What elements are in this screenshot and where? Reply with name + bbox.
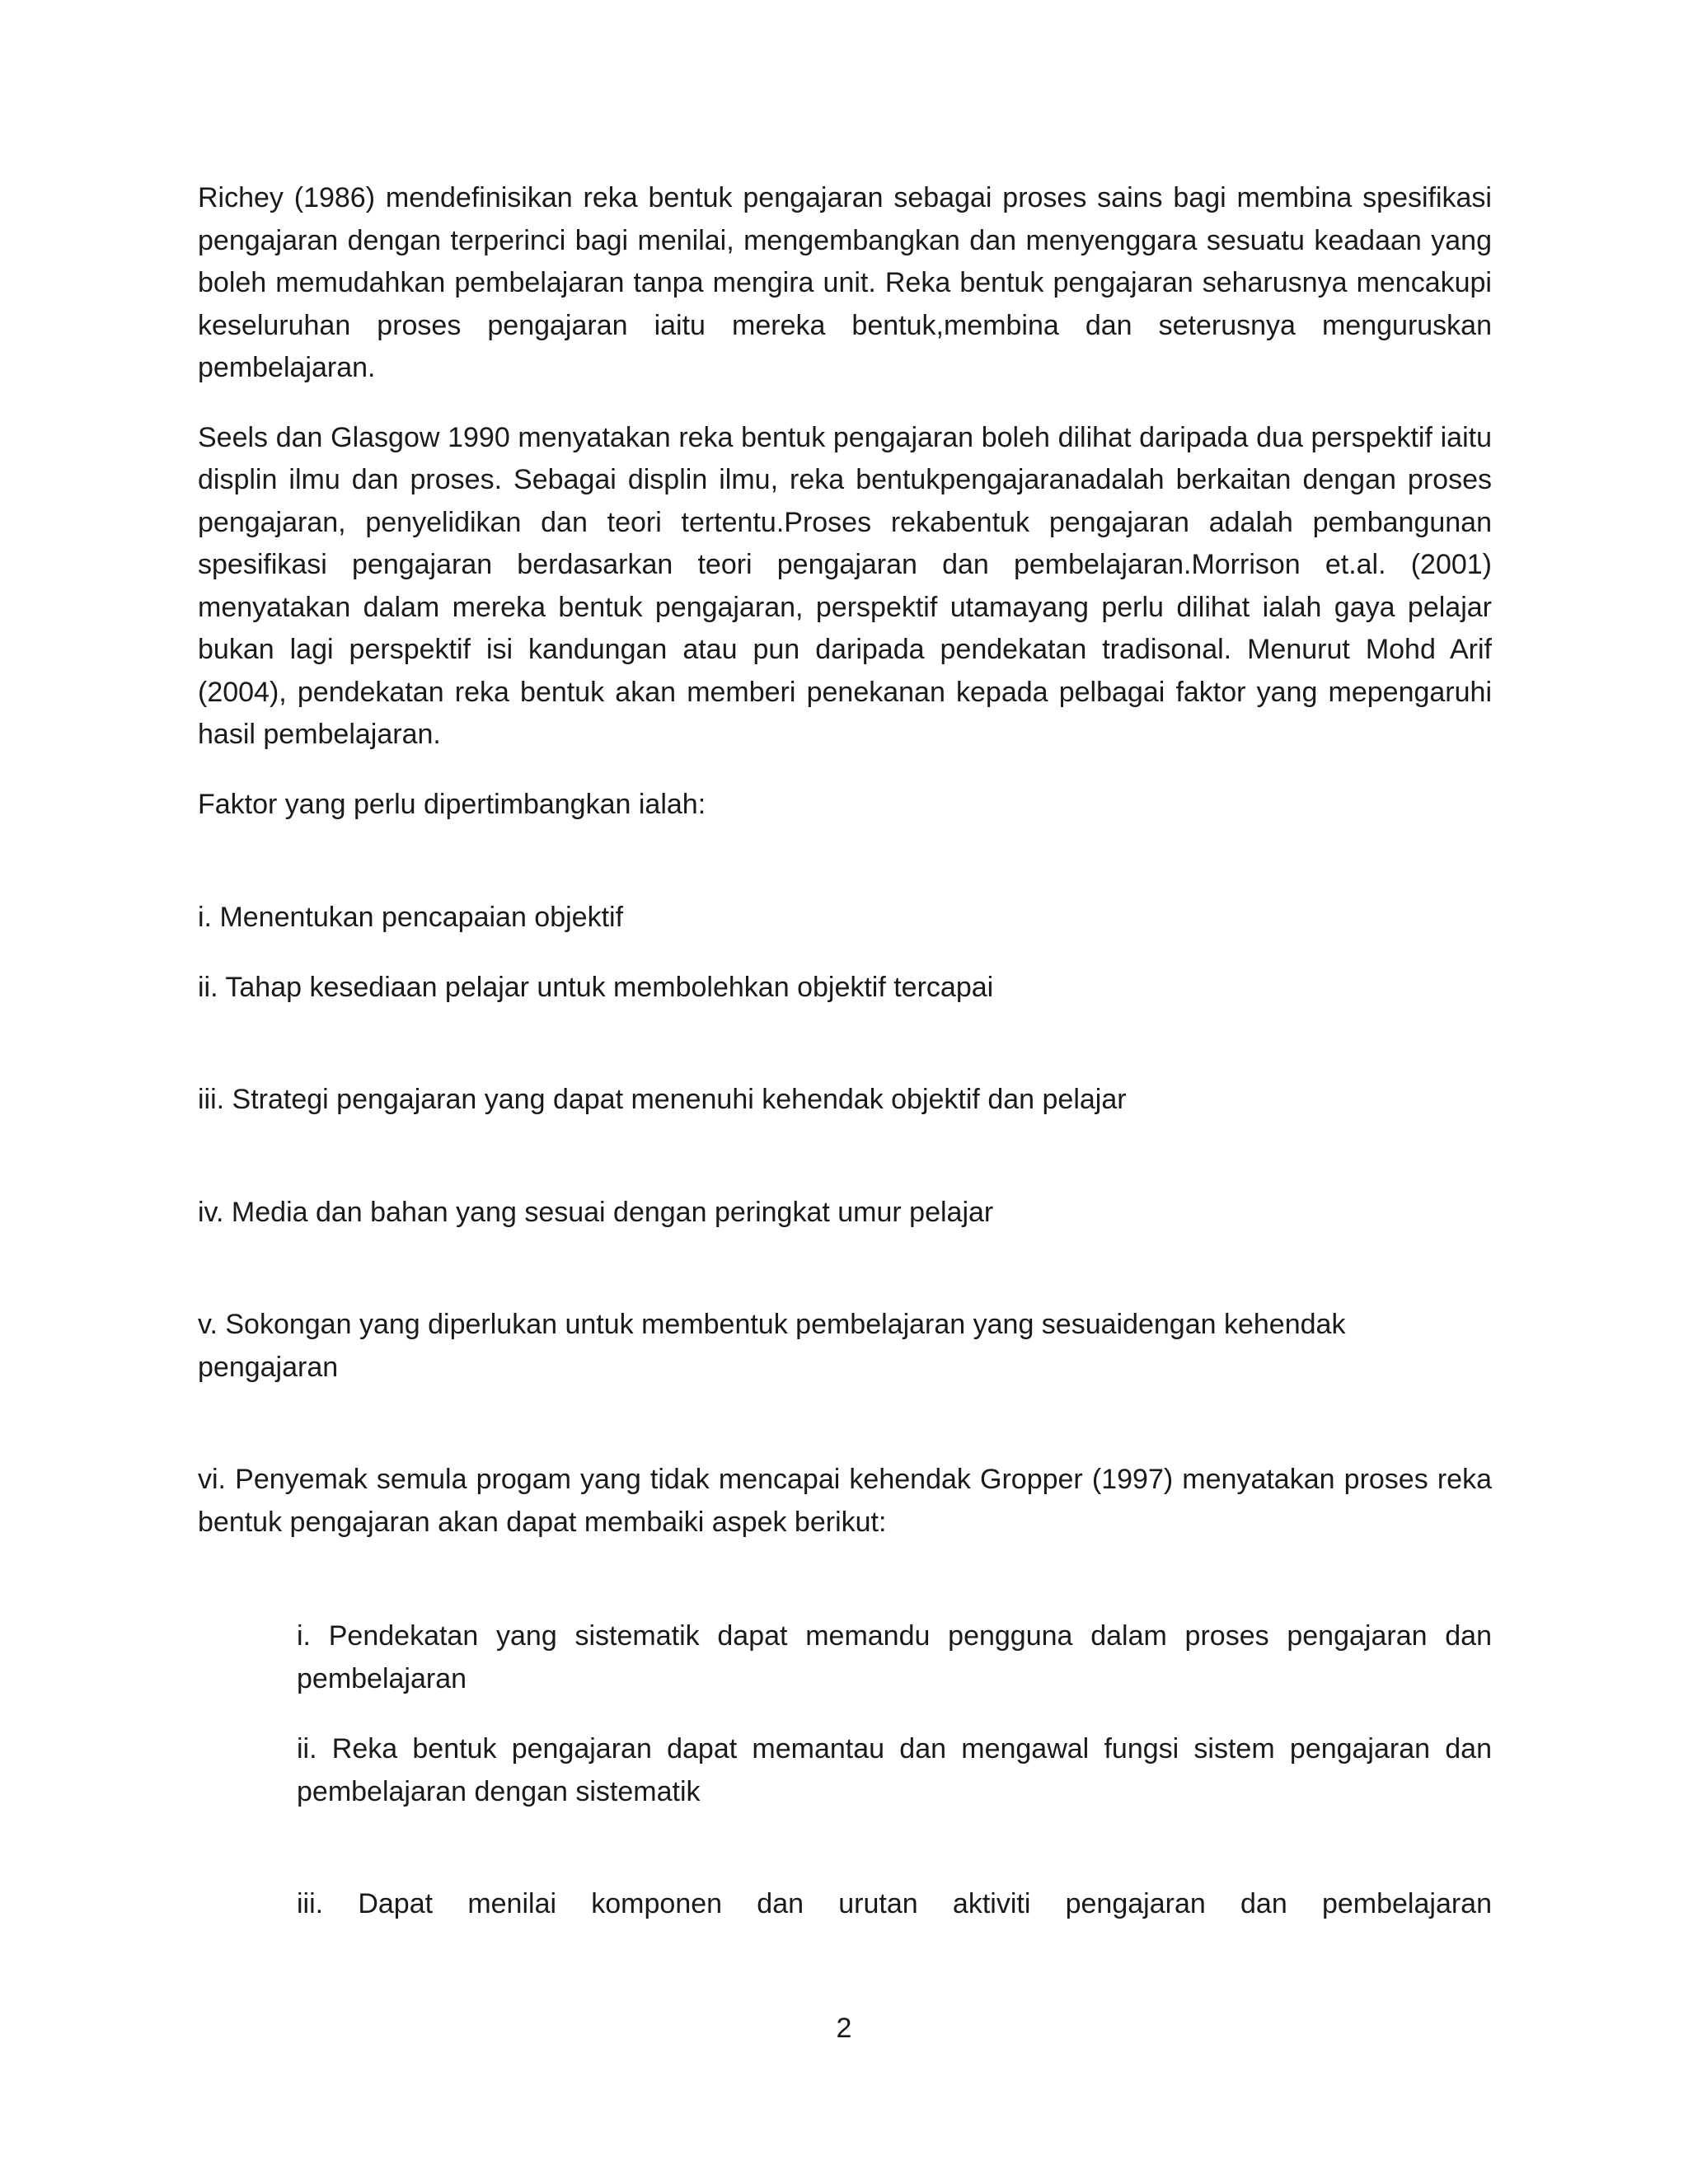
factor-item-5: v. Sokongan yang diperlukan untuk membentuk pembelajaran yang sesuaidengan kehendak pengajaran	[198, 1309, 1346, 1383]
paragraph-richey: Richey (1986) mendefinisikan reka bentuk pengajaran sebagai proses sains bagi membina spesifikasi pengajaran dengan terperinci bagi menilai, mengembangkan dan menyenggara sesuatu keadaan yang boleh memudahkan pembelajaran tanpa mengira unit. Reka bentuk pengajaran seharusnya mencakupi keseluruhan proses pengajaran iaitu mereka bentuk,membina dan seterusnya menguruskan pembelajaran.	[198, 182, 1492, 383]
aspect-item-3: iii. Dapat menilai komponen dan urutan aktiviti pengajaran dan pembelajaran	[297, 1888, 1492, 1919]
page-number: 2	[836, 2013, 852, 2044]
factor-item-1: i. Menentukan pencapaian objektif	[198, 902, 624, 933]
aspect-item-2: ii. Reka bentuk pengajaran dapat memantau dan mengawal fungsi sistem pengajaran dan pembelajaran dengan sistematik	[297, 1733, 1492, 1807]
factor-item-3: iii. Strategi pengajaran yang dapat menenuhi kehendak objektif dan pelajar	[198, 1084, 1127, 1115]
factor-item-4: iv. Media dan bahan yang sesuai dengan peringkat umur pelajar	[198, 1196, 994, 1228]
factor-item-2: ii. Tahap kesediaan pelajar untuk membolehkan objektif tercapai	[198, 971, 994, 1003]
factor-item-6: vi. Penyemak semula progam yang tidak mencapai kehendak Gropper (1997) menyatakan proses reka bentuk pengajaran akan dapat membaiki aspek berikut:	[198, 1464, 1492, 1538]
aspect-item-1: i. Pendekatan yang sistematik dapat memandu pengguna dalam proses pengajaran dan pembelajaran	[297, 1620, 1492, 1694]
paragraph-factors-intro: Faktor yang perlu dipertimbangkan ialah:	[198, 788, 706, 820]
document-body	[198, 177, 1492, 1954]
paragraph-seels-glasgow: Seels dan Glasgow 1990 menyatakan reka bentuk pengajaran boleh dilihat daripada dua perspektif iaitu displin ilmu dan proses. Sebagai displin ilmu, reka bentukpengajaranadalah berkaitan dengan proses pengajaran, penyelidikan dan teori tertentu.Proses rekabentuk pengajaran adalah pembangunan spesifikasi pengajaran berdasarkan teori pengajaran dan pembelajaran.Morrison et.al. (2001) menyatakan dalam mereka bentuk pengajaran, perspektif utamayang perlu dilihat ialah gaya pelajar bukan lagi perspektif isi kandungan atau pun daripada pendekatan tradisonal. Menurut Mohd Arif (2004), pendekatan reka bentuk akan memberi penekanan kepada pelbagai faktor yang mepengaruhi hasil pembelajaran.	[198, 421, 1492, 750]
